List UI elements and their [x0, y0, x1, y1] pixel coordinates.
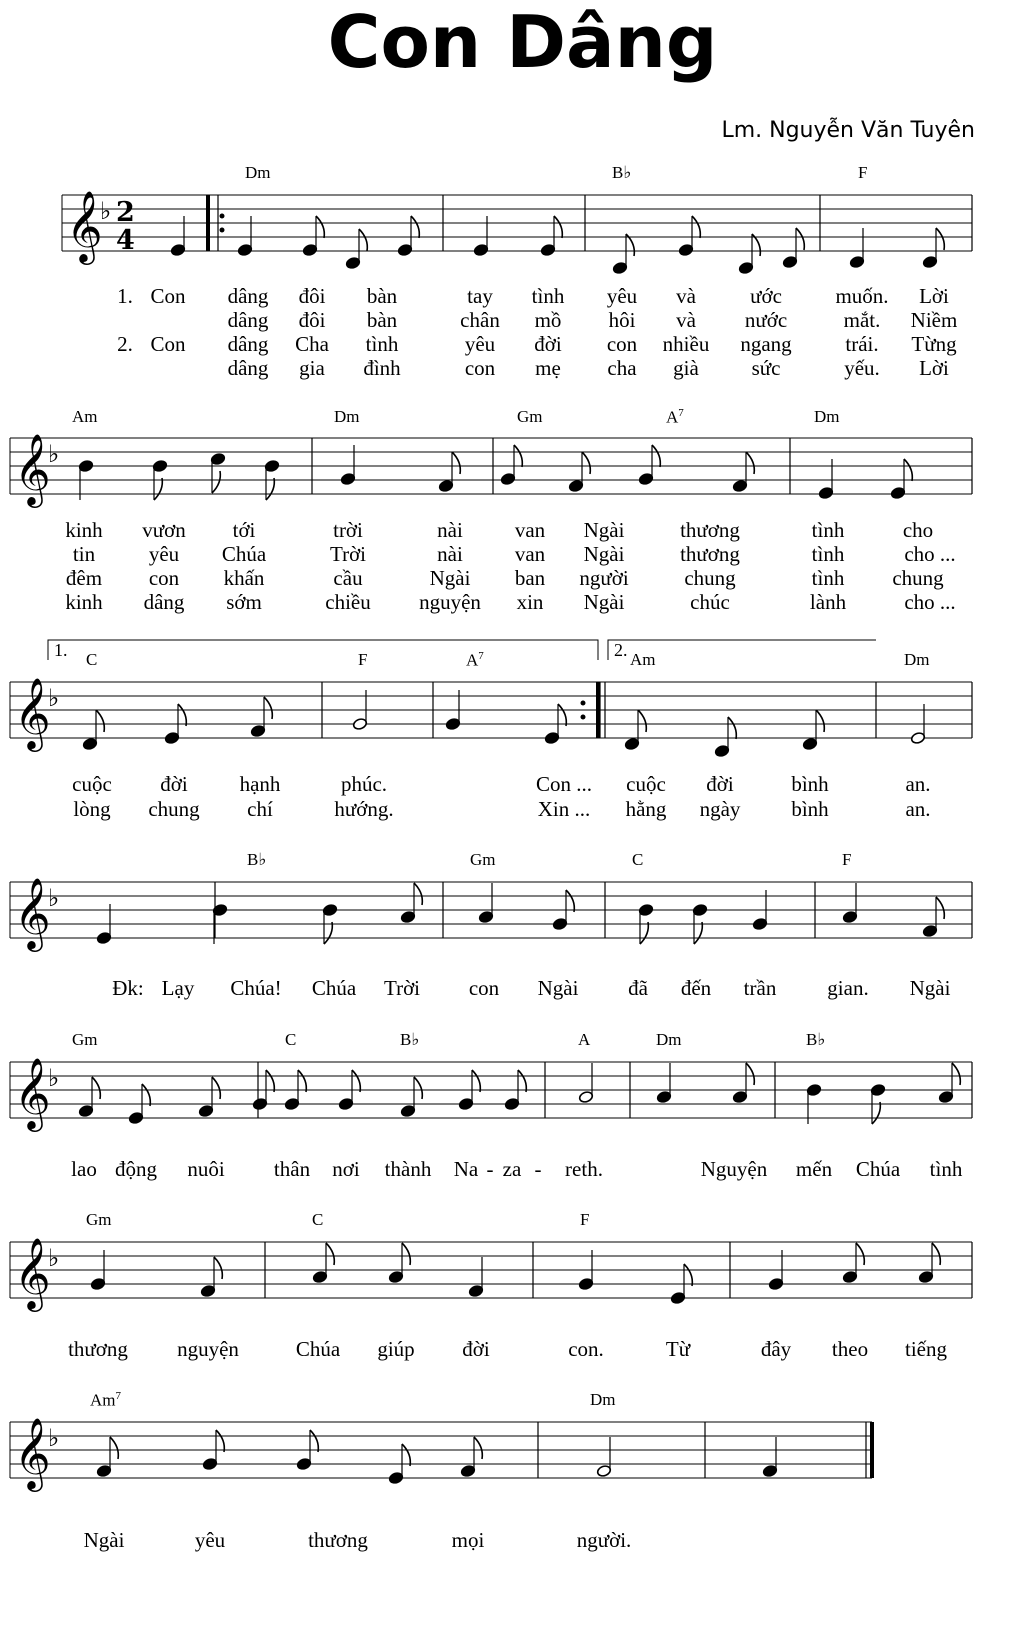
chord-name: F: [580, 1210, 590, 1229]
note-head: [96, 1464, 111, 1477]
flat-key-signature-icon: ♭: [48, 440, 60, 468]
lyric-syllable: mến: [795, 1157, 833, 1181]
lyric-syllable: Trời: [383, 976, 421, 1000]
song-title: Con Dâng: [327, 0, 718, 84]
note-head: [460, 1464, 475, 1477]
lyric-syllable: cuộc: [72, 772, 112, 796]
lyric-syllable: đời: [534, 332, 562, 356]
lyric-syllable: mồ: [534, 308, 562, 332]
lyric-syllable: Đk:: [112, 976, 144, 1000]
lyric-syllable: lành: [809, 590, 847, 614]
lyric-syllable: gian.: [827, 976, 869, 1000]
lyric-syllable: mẹ: [535, 356, 561, 380]
lyric-syllable: trần: [743, 976, 777, 1000]
final-barline: [870, 1422, 874, 1478]
chord-symbol: [90, 1390, 121, 1411]
lyric-syllable: chung: [892, 566, 944, 590]
lyric-syllable: ngày: [699, 797, 741, 821]
lyric-syllable: ngang: [740, 332, 792, 356]
chord-name: Am: [72, 407, 98, 426]
chord-name: Gm: [86, 1210, 112, 1229]
lyric-syllable: yêu: [464, 332, 496, 356]
lyric-syllable: 2.: [117, 332, 133, 356]
chord-name: B♭: [247, 850, 267, 869]
chord-name: C: [86, 650, 98, 669]
note-flag: [310, 1430, 318, 1452]
chord-extension: 7: [115, 1390, 121, 1402]
lyric-syllable: nhiều: [662, 332, 710, 356]
lyric-syllable: ban: [514, 566, 546, 590]
lyric-syllable: Chúa: [221, 542, 267, 566]
lyric-syllable: sức: [751, 356, 781, 380]
chord-name: Dm: [656, 1030, 682, 1049]
lyric-syllable: Xin ...: [537, 797, 591, 821]
chord-symbol: [590, 1390, 616, 1410]
lyric-syllable: za: [502, 1157, 522, 1181]
lyric-syllable: chiều: [325, 590, 371, 614]
lyric-syllable: Chúa: [855, 1157, 901, 1181]
lyric-syllable: dâng: [143, 590, 185, 614]
lyric-syllable: yêu: [606, 284, 638, 308]
lyric-syllable: bàn: [366, 284, 398, 308]
composer: Lm. Nguyễn Văn Tuyên: [721, 118, 975, 143]
lyric-syllable: con: [464, 356, 496, 380]
lyric-syllable: Niềm: [910, 308, 958, 332]
lyric-syllable: Cha: [295, 332, 329, 356]
lyric-syllable: hướng.: [334, 797, 394, 821]
lyric-syllable: đôi: [298, 284, 326, 308]
treble-clef-icon: 𝄞: [14, 1236, 51, 1309]
lyric-syllable: nguyện: [177, 1337, 239, 1361]
lyric-syllable: Từng: [911, 332, 957, 356]
lyric-syllable: nài: [437, 542, 463, 566]
treble-clef-icon: 𝄞: [66, 189, 103, 262]
lyric-syllable: tình: [811, 566, 845, 590]
lyric-syllable: tình: [811, 542, 845, 566]
lyric-syllable: dâng: [227, 284, 269, 308]
lyric-syllable: kinh: [65, 590, 103, 614]
lyric-syllable: hằng: [625, 797, 667, 821]
note-head: [762, 1464, 777, 1477]
lyric-syllable: xin: [516, 590, 544, 614]
lyric-syllable: Từ: [665, 1337, 691, 1361]
lyric-syllable: tình: [365, 332, 399, 356]
note-head: [202, 1457, 217, 1470]
lyric-syllable: dâng: [227, 332, 269, 356]
lyric-syllable: hạnh: [239, 772, 281, 796]
chord-name: Dm: [814, 407, 840, 426]
flat-key-signature-icon: ♭: [48, 1064, 60, 1092]
lyric-syllable: đây: [760, 1337, 792, 1361]
treble-clef-icon: 𝄞: [14, 432, 51, 505]
chord-name: A: [578, 1030, 591, 1049]
lyric-syllable: nước: [744, 308, 788, 332]
lyric-syllable: tiếng: [905, 1337, 947, 1361]
lyric-syllable: nơi: [332, 1157, 360, 1181]
lyric-syllable: trời: [333, 518, 363, 542]
lyric-syllable: mọi: [451, 1528, 485, 1552]
lyric-syllable: Na: [453, 1157, 479, 1181]
lyric-syllable: cho ...: [904, 542, 956, 566]
lyric-syllable: tay: [467, 284, 493, 308]
lyric-syllable: dâng: [227, 308, 269, 332]
lyric-syllable: phúc.: [340, 772, 388, 796]
lyric-syllable: bàn: [366, 308, 398, 332]
lyric-syllable: Lạy: [161, 976, 195, 1000]
lyric-syllable: đêm: [65, 566, 103, 590]
lyric-syllable: Ngài: [909, 976, 951, 1000]
lyric-syllable: Lời: [919, 356, 949, 380]
chord-extension: 7: [478, 650, 484, 662]
lyric-syllable: già: [673, 356, 699, 380]
lyric-syllable: Lời: [919, 284, 949, 308]
chord-extension: 7: [678, 407, 684, 419]
note-flag: [216, 1430, 224, 1452]
chord-name: Dm: [334, 407, 360, 426]
chord-name: A: [466, 650, 479, 670]
lyric-syllable: chân: [460, 308, 500, 332]
lyric-syllable: Ngài: [537, 976, 579, 1000]
chord-name: Am: [630, 650, 656, 669]
lyric-syllable: -: [534, 1157, 542, 1181]
lyric-syllable: nguyện: [419, 590, 481, 614]
lyric-syllable: chung: [148, 797, 200, 821]
chord-name: Am: [90, 1390, 116, 1410]
lyric-syllable: yếu.: [844, 356, 880, 380]
note-flag: [110, 1437, 118, 1459]
lyric-syllable: theo: [831, 1337, 869, 1361]
lyric-syllable: nuôi: [187, 1157, 225, 1181]
lyric-syllable: yêu: [194, 1528, 226, 1552]
lyric-syllable: Ngài: [83, 1528, 125, 1552]
lyric-syllable: con.: [568, 1337, 604, 1361]
lyric-syllable: nài: [437, 518, 463, 542]
lyric-syllable: kinh: [65, 518, 103, 542]
lyric-syllable: sớm: [226, 590, 262, 614]
chord-name: C: [312, 1210, 324, 1229]
lyric-syllable: cầu: [333, 566, 363, 590]
lyric-syllable: đình: [363, 356, 401, 380]
chord-name: Gm: [72, 1030, 98, 1049]
lyric-syllable: chí: [247, 797, 273, 821]
lyric-syllable: tình: [929, 1157, 963, 1181]
lyric-syllable: trái.: [845, 332, 879, 356]
chord-name: B♭: [612, 163, 632, 182]
time-signature-bottom: 4: [116, 225, 135, 256]
lyric-syllable: thương: [680, 542, 740, 566]
chord-name: Dm: [590, 1390, 616, 1409]
lyric-syllable: đã: [628, 976, 648, 1000]
chord-name: B♭: [400, 1030, 420, 1049]
lyric-syllable: Nguyện: [700, 1157, 768, 1181]
chord-name: F: [858, 163, 868, 182]
lyric-syllable: cha: [607, 356, 637, 380]
lyric-syllable: Con: [150, 332, 186, 356]
treble-clef-icon: 𝄞: [14, 1056, 51, 1129]
lyric-syllable: Con ...: [535, 772, 593, 796]
lyric-syllable: bình: [791, 797, 829, 821]
note-flag: [474, 1437, 482, 1459]
lyric-syllable: tới: [232, 518, 256, 542]
lyric-syllable: động: [115, 1157, 157, 1181]
lyric-syllable: đời: [462, 1337, 490, 1361]
flat-key-signature-icon: ♭: [100, 197, 112, 225]
lyric-syllable: yêu: [148, 542, 180, 566]
lyric-syllable: thương: [68, 1337, 128, 1361]
lyric-syllable: cuộc: [626, 772, 666, 796]
flat-key-signature-icon: ♭: [48, 1244, 60, 1272]
lyric-syllable: Trời: [329, 542, 367, 566]
lyric-syllable: đời: [160, 772, 188, 796]
treble-clef-icon: 𝄞: [14, 1416, 51, 1489]
lyric-syllable: bình: [791, 772, 829, 796]
lyric-syllable: Chúa: [311, 976, 357, 1000]
lyric-syllable: lòng: [73, 797, 111, 821]
lyric-syllable: hôi: [608, 308, 636, 332]
lyric-syllable: đời: [706, 772, 734, 796]
lyric-syllable: Ngài: [583, 590, 625, 614]
lyric-syllable: ước: [750, 284, 782, 308]
lyric-syllable: 1.: [117, 284, 133, 308]
time-signature-top: 2: [116, 197, 135, 228]
lyric-syllable: con: [148, 566, 180, 590]
lyric-syllable: chúc: [690, 590, 730, 614]
lyric-syllable: mắt.: [843, 308, 881, 332]
lyric-syllable: người.: [576, 1528, 632, 1552]
chord-name: B♭: [806, 1030, 826, 1049]
lyric-syllable: tình: [531, 284, 565, 308]
note-flag: [402, 1444, 410, 1466]
lyric-syllable: van: [514, 542, 546, 566]
lyric-syllable: -: [486, 1157, 494, 1181]
lyric-syllable: muốn.: [835, 284, 889, 308]
chord-name: Dm: [245, 163, 271, 182]
note-head: [388, 1471, 403, 1484]
lyric-syllable: tình: [811, 518, 845, 542]
lyric-syllable: thành: [384, 1157, 432, 1181]
chord-name: A: [666, 407, 679, 427]
chord-name: C: [285, 1030, 297, 1049]
lyric-syllable: con: [606, 332, 638, 356]
lyric-syllable: và: [676, 308, 696, 332]
chord-name: F: [842, 850, 852, 869]
volta-label: 1.: [54, 640, 68, 660]
lyric-syllable: người: [579, 566, 629, 590]
lyric-syllable: đôi: [298, 308, 326, 332]
chord-name: F: [358, 650, 368, 669]
lyric-syllable: và: [676, 284, 696, 308]
lyric-syllable: Ngài: [429, 566, 471, 590]
chord-name: C: [632, 850, 644, 869]
flat-key-signature-icon: ♭: [48, 884, 60, 912]
lyric-syllable: khấn: [223, 566, 265, 590]
lyric-syllable: cho: [902, 518, 934, 542]
volta-label: 2.: [614, 640, 628, 660]
treble-clef-icon: 𝄞: [14, 876, 51, 949]
lyric-syllable: lao: [71, 1157, 97, 1181]
lyric-syllable: reth.: [565, 1157, 603, 1181]
lyric-syllable: van: [514, 518, 546, 542]
lyric-syllable: Con: [150, 284, 186, 308]
lyric-syllable: thương: [680, 518, 740, 542]
chord-name: Gm: [470, 850, 496, 869]
note-head: [596, 1464, 611, 1477]
lyric-syllable: vươn: [142, 518, 186, 542]
chord-name: Dm: [904, 650, 930, 669]
lyric-syllable: thương: [308, 1528, 368, 1552]
lyric-syllable: an.: [905, 772, 931, 796]
treble-clef-icon: 𝄞: [14, 676, 51, 749]
lyric-syllable: dâng: [227, 356, 269, 380]
lyric-syllable: đến: [680, 976, 712, 1000]
chord-name: Gm: [517, 407, 543, 426]
lyric-syllable: Chúa: [295, 1337, 341, 1361]
lyric-syllable: Chúa!: [230, 976, 282, 1000]
lyric-syllable: thân: [273, 1157, 311, 1181]
lyric-syllable: chung: [684, 566, 736, 590]
lyric-syllable: an.: [905, 797, 931, 821]
lyric-syllable: gia: [299, 356, 325, 380]
lyric-syllable: giúp: [377, 1337, 415, 1361]
lyric-syllable: tin: [72, 542, 96, 566]
lyric-syllable: con: [468, 976, 500, 1000]
lyric-syllable: cho ...: [904, 590, 956, 614]
flat-key-signature-icon: ♭: [48, 684, 60, 712]
lyric-syllable: Ngài: [583, 518, 625, 542]
lyric-syllable: Ngài: [583, 542, 625, 566]
flat-key-signature-icon: ♭: [48, 1424, 60, 1452]
note-head: [296, 1457, 311, 1470]
